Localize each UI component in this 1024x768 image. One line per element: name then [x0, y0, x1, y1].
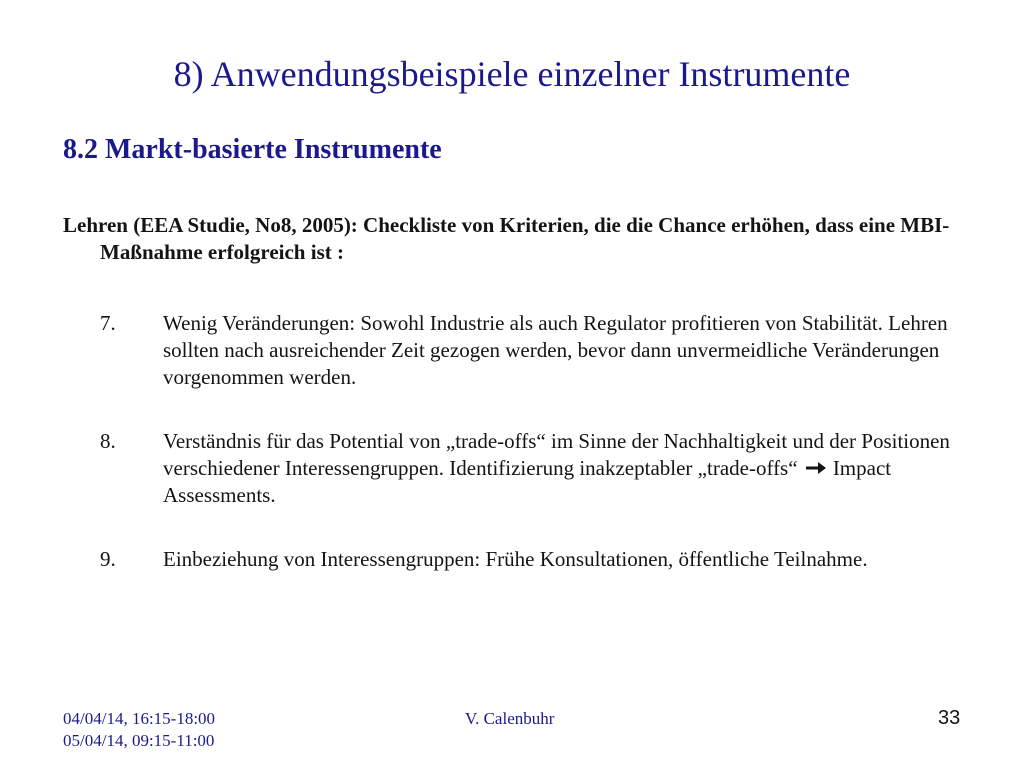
list-item-text: Einbeziehung von Interessengruppen: Frühe Konsultationen, öffentliche Teilnahme. [163, 547, 868, 571]
section-subtitle: 8.2 Markt-basierte Instrumente [63, 134, 442, 165]
slide-title: 8) Anwendungsbeispiele einzelner Instrumente [173, 54, 851, 94]
list-item-text [163, 428, 970, 509]
footer-date-line: 04/04/14, 16:15-18:00 [63, 709, 216, 728]
list-item-number: 8. [100, 429, 116, 453]
list-item-number: 9. [100, 547, 116, 571]
list-item-text: Wenig Veränderungen: Sowohl Industrie als auch Regulator profitieren von Stabilität. Lehren sollten nach ausreichender Zeit gezogen werden, bevor dann unvermeidliche Veränderungen vorgenommen werden. [163, 311, 948, 389]
footer-date [63, 708, 215, 752]
page-number: 33 [938, 707, 961, 729]
footer-author: V. Calenbuhr [465, 709, 555, 728]
list-item-text-after-arrow: Impact Assessments. [163, 456, 892, 507]
list-item-number: 7. [100, 311, 116, 335]
list-item [100, 546, 970, 573]
footer-date-line: 05/04/14, 09:15-11:00 [63, 731, 215, 750]
list-item-text-before-arrow: Verständnis für das Potential von „trade-offs“ im Sinne der Nachhaltigkeit und der Positionen verschiedener Interessengruppen. Identifizierung inakzeptabler „trade-offs“ [163, 429, 950, 480]
list-item [100, 310, 970, 391]
intro-paragraph: Lehren (EEA Studie, No8, 2005): Checkliste von Kriterien, die die Chance erhöhen, dass eine MBI-Maßnahme erfolgreich ist : [63, 213, 950, 264]
right-arrow-icon [805, 460, 827, 476]
list-item [100, 428, 970, 509]
criteria-list [100, 310, 970, 610]
